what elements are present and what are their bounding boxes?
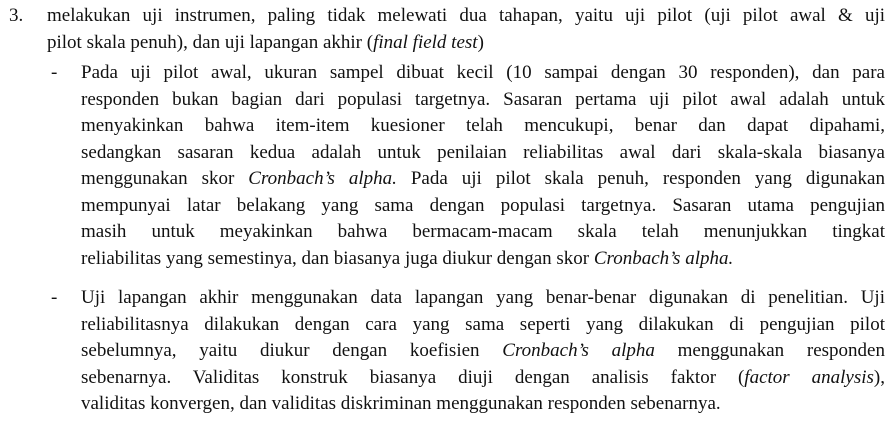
text-segment: pilot skala penuh), dan uji lapangan akhir ( (47, 31, 374, 53)
text-segment: ) (477, 31, 484, 53)
bullet-dash: - (51, 287, 58, 308)
bullet-paragraph-field-test (81, 285, 885, 418)
text-line (81, 365, 885, 392)
list-item-text (47, 3, 885, 56)
text-segment: menggunakan responden (654, 340, 885, 361)
text-segment: menggunakan skor (81, 168, 249, 189)
text-line: sedangkan sasaran kedua adalah untuk penilaian reliabilitas awal dari skala-skala biasanya (81, 141, 885, 163)
text-segment: sebenarnya. Validitas konstruk biasanya diuji dengan analisis faktor ( (81, 366, 745, 388)
bullet-dash: - (51, 62, 58, 83)
text-segment: sebelumnya, yaitu diukur dengan koefisien (81, 340, 503, 361)
italic-term: factor analysis (744, 366, 874, 388)
text-line: reliabilitasnya dilakukan dengan cara yang sama seperti yang dilakukan di pengujian pilot (81, 313, 885, 335)
text-line: mempunyai latar belakang yang sama dengan populasi targetnya. Sasaran utama pengujian (81, 194, 885, 216)
italic-term: final field test (373, 31, 478, 53)
list-item-number: 3. (9, 5, 24, 26)
text-segment: Pada uji pilot skala penuh, responden yang digunakan (396, 168, 885, 189)
text-line (81, 246, 885, 273)
text-segment: melakukan uji instrumen, paling tidak melewati dua tahapan, yaitu uji pilot (uji pilot awal & uji (47, 5, 885, 26)
text-line: menyakinkan bahwa item-item kuesioner telah mencukupi, benar dan dapat dipahami, (81, 115, 885, 136)
text-segment: ), (873, 366, 885, 388)
text-line (81, 338, 885, 365)
italic-term: Cronbach’s alpha. (248, 168, 397, 189)
text-line: responden bukan bagian dari populasi targetnya. Sasaran pertama uji pilot awal adalah untuk (81, 88, 885, 110)
italic-term: Cronbach’s alpha (502, 340, 655, 361)
bullet-paragraph-pilot (81, 60, 885, 272)
text-segment: reliabilitas yang semestinya, dan biasanya juga diukur dengan skor (81, 247, 594, 269)
text-line: masih untuk meyakinkan bahwa bermacam-macam skala telah menunjukkan tingkat (81, 221, 885, 242)
text-line: validitas konvergen, dan validitas diskriminan menggunakan responden sebenarnya. (81, 393, 721, 414)
italic-term: Cronbach’s alpha. (593, 247, 734, 269)
text-line (47, 30, 885, 57)
text-line (47, 3, 885, 30)
text-line: Uji lapangan akhir menggunakan data lapangan yang benar-benar digunakan di penelitian. Uji (81, 287, 885, 308)
text-line: Pada uji pilot awal, ukuran sampel dibuat kecil (10 sampai dengan 30 responden), dan para (81, 62, 885, 83)
text-line (81, 166, 885, 193)
